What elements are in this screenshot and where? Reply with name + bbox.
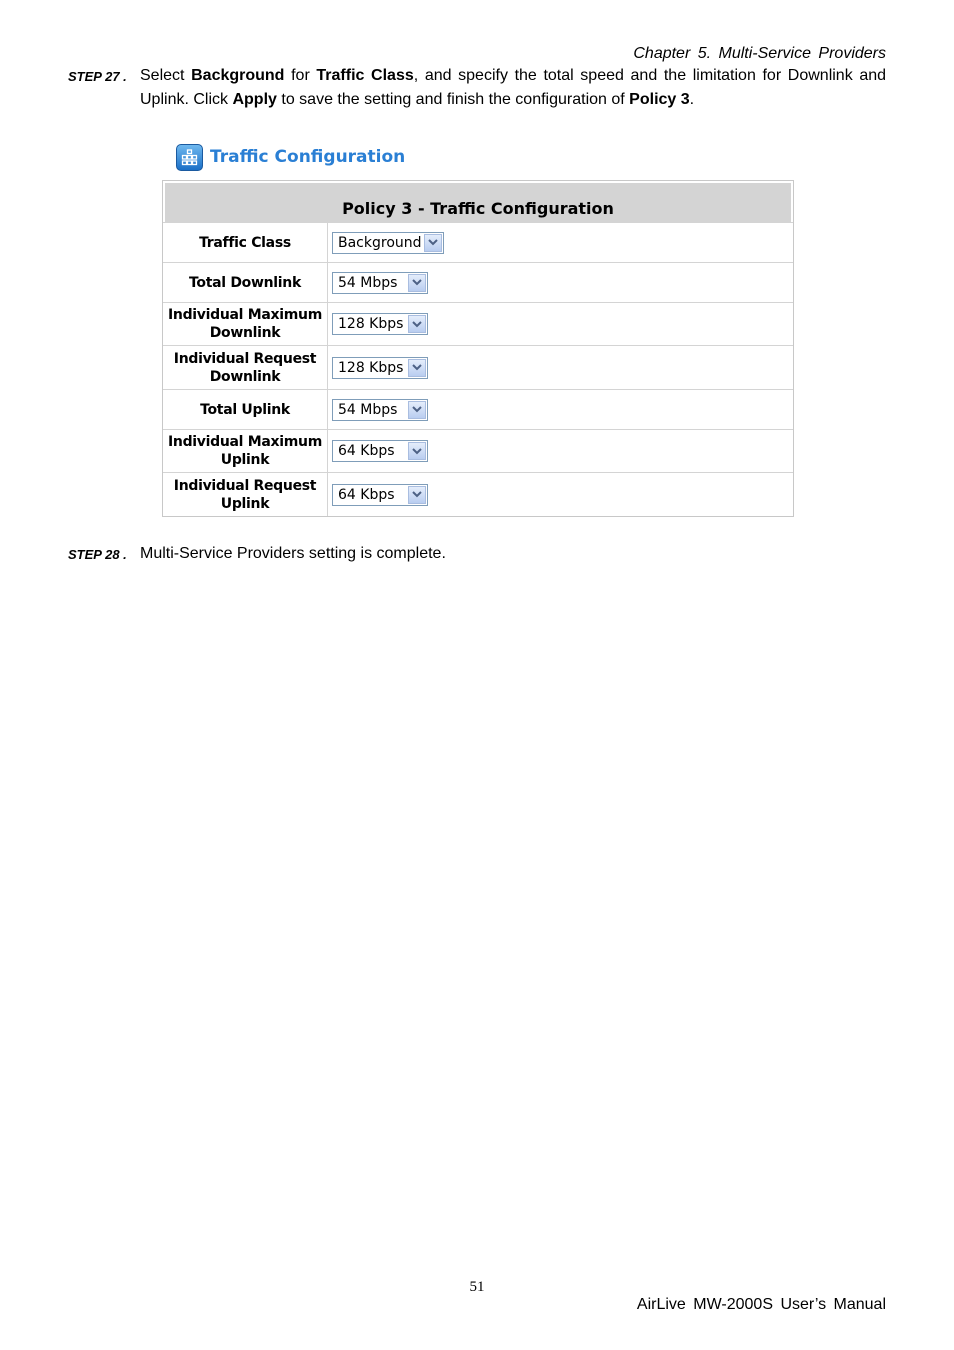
individual-maximum-uplink-label: Individual Maximum Uplink [163,430,328,472]
traffic-class-value: Background [338,234,422,251]
individual-maximum-uplink-value: 64 Kbps [338,443,395,459]
row-total-downlink [163,262,793,302]
individual-maximum-downlink-select[interactable] [332,313,428,335]
chevron-down-icon [408,486,426,504]
total-downlink-select[interactable] [332,272,428,294]
traffic-configuration-panel [162,180,794,517]
step-27-text: Select Background for Traffic Class, and specify the total speed and the limitation for Downlink and Uplink. Click Apply to save the setting and finish the configuration of Policy 3. [140,67,887,108]
step-28-number: STEP 28 . [68,547,127,562]
chevron-down-icon [408,315,426,333]
traffic-class-label: Traffic Class [163,223,328,262]
individual-request-uplink-label: Individual Request Uplink [163,473,328,516]
step-27-number: STEP 27 . [68,69,127,84]
step-27 [68,64,886,112]
individual-request-downlink-label: Individual Request Downlink [163,346,328,389]
step-28 [68,542,886,566]
chapter-header: Chapter 5. Multi-Service Providers [633,45,886,62]
row-traffic-class [163,222,793,262]
step-28-text: Multi-Service Providers setting is complete. [140,545,446,562]
individual-request-downlink-select[interactable] [332,357,428,379]
individual-request-uplink-select[interactable] [332,484,428,506]
section-title: Traffic Configuration [210,147,406,167]
chevron-down-icon [408,359,426,377]
total-uplink-label: Total Uplink [163,390,328,429]
row-individual-request-downlink [163,345,793,389]
page-number: 51 [469,1279,485,1295]
individual-maximum-downlink-label: Individual Maximum Downlink [163,303,328,345]
individual-maximum-downlink-value: 128 Kbps [338,316,404,332]
total-uplink-select[interactable] [332,399,428,421]
row-individual-maximum-downlink [163,302,793,345]
individual-maximum-uplink-select[interactable] [332,440,428,462]
total-downlink-value: 54 Mbps [338,274,398,291]
individual-request-downlink-value: 128 Kbps [338,359,404,376]
traffic-configuration-heading [176,142,405,172]
row-total-uplink [163,389,793,429]
row-individual-request-uplink [163,472,793,516]
grid-icon [176,144,203,171]
traffic-class-select[interactable] [332,232,444,254]
total-downlink-label: Total Downlink [163,263,328,302]
chevron-down-icon [408,401,426,419]
chevron-down-icon [408,274,426,292]
chevron-down-icon [424,234,442,252]
individual-request-uplink-value: 64 Kbps [338,486,395,503]
total-uplink-value: 54 Mbps [338,401,398,418]
panel-title: Policy 3 - Traffic Configuration [165,183,791,222]
chevron-down-icon [408,442,426,460]
manual-footer: AirLive MW-2000S User’s Manual [636,1296,886,1313]
row-individual-maximum-uplink [163,429,793,472]
